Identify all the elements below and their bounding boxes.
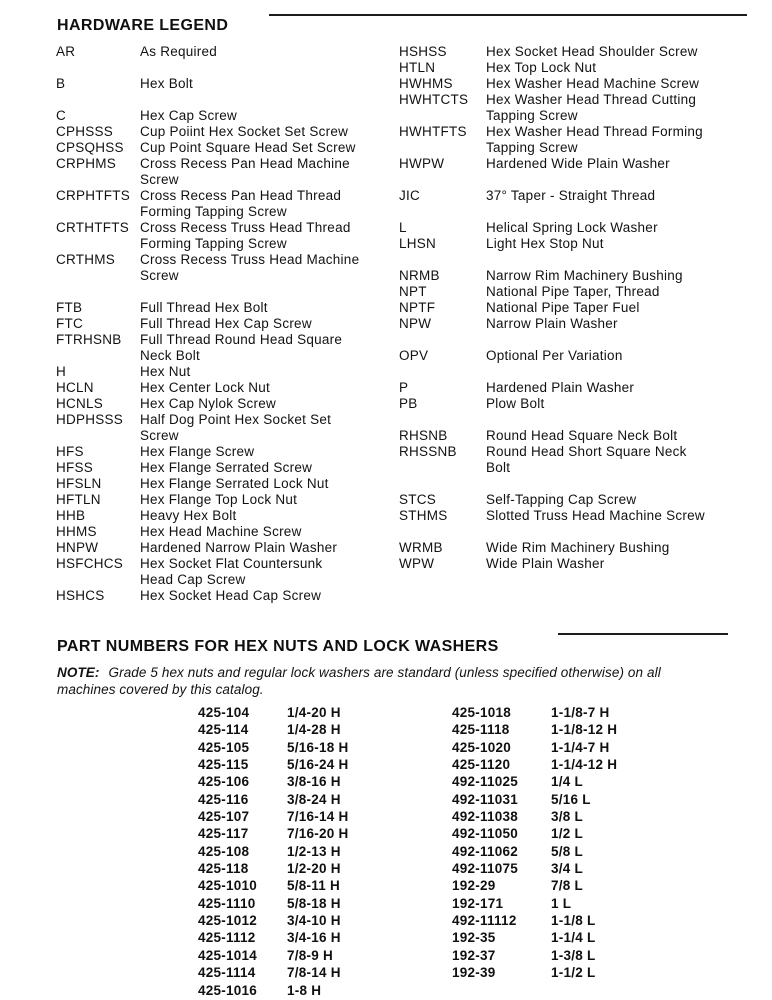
legend-abbr-right: STHMS bbox=[399, 508, 448, 523]
legend-abbr-left: CPSQHSS bbox=[56, 140, 124, 155]
part-size-right: 5/8 L bbox=[551, 843, 584, 859]
part-number-row bbox=[198, 739, 666, 756]
legend-abbr-right: RHSSNB bbox=[399, 444, 457, 459]
legend-abbr-right bbox=[399, 412, 486, 428]
legend-row bbox=[56, 316, 756, 332]
part-number-right: 192-35 bbox=[452, 930, 496, 946]
legend-row bbox=[56, 572, 756, 588]
legend-row bbox=[56, 252, 756, 268]
legend-abbr-right: NPT bbox=[399, 284, 427, 299]
legend-abbr-right bbox=[399, 172, 486, 188]
part-size-right: 1-1/8-7 H bbox=[551, 705, 610, 720]
legend-abbr-right: PB bbox=[399, 396, 418, 411]
legend-row bbox=[56, 108, 756, 124]
part-number-right: 492-11062 bbox=[452, 843, 519, 859]
part-number-row bbox=[198, 808, 666, 825]
legend-abbr-right: HWHTFTS bbox=[399, 124, 467, 139]
part-size-left: 5/8-18 H bbox=[287, 895, 341, 911]
legend-def-right: Light Hex Stop Nut bbox=[486, 236, 604, 251]
part-size-right: 5/16 L bbox=[551, 791, 591, 807]
legend-def-left bbox=[140, 92, 399, 108]
legend-abbr-left bbox=[56, 572, 140, 588]
legend-def-left: Cross Recess Truss Head Thread bbox=[140, 220, 351, 235]
legend-def-left: Hex Head Machine Screw bbox=[140, 524, 302, 539]
part-number-right: 425-1020 bbox=[452, 739, 512, 755]
legend-row bbox=[56, 332, 756, 348]
legend-def-left: Cup Poiint Hex Socket Set Screw bbox=[140, 124, 349, 139]
legend-row bbox=[56, 220, 756, 236]
legend-abbr-left: AR bbox=[56, 44, 76, 59]
legend-def-left: Screw bbox=[140, 172, 179, 187]
legend-abbr-right: HSHSS bbox=[399, 44, 447, 59]
legend-def-left: Hex Center Lock Nut bbox=[140, 380, 271, 395]
legend-abbr-right bbox=[399, 588, 486, 604]
part-number-row bbox=[198, 860, 666, 877]
legend-row bbox=[56, 444, 756, 460]
part-size-left: 1/2-13 H bbox=[287, 843, 341, 859]
legend-abbr-right bbox=[399, 204, 486, 220]
legend-row bbox=[56, 204, 756, 220]
legend-abbr-left: H bbox=[56, 364, 66, 379]
part-numbers-table bbox=[198, 704, 666, 999]
legend-abbr-right: NRMB bbox=[399, 268, 440, 283]
legend-row bbox=[56, 268, 756, 284]
legend-abbr-left: HHB bbox=[56, 508, 86, 523]
part-number-row bbox=[198, 825, 666, 842]
legend-abbr-right: JIC bbox=[399, 188, 420, 203]
legend-def-left: Forming Tapping Screw bbox=[140, 204, 287, 219]
legend-abbr-left bbox=[56, 236, 140, 252]
part-number-right: 192-171 bbox=[452, 895, 504, 911]
legend-abbr-left: HFS bbox=[56, 444, 84, 459]
legend-def-left bbox=[140, 60, 399, 76]
legend-def-right: National Pipe Taper, Thread bbox=[486, 284, 660, 299]
legend-row bbox=[56, 412, 756, 428]
legend-def-left: Cross Recess Pan Head Thread bbox=[140, 188, 342, 203]
legend-def-right bbox=[486, 332, 756, 348]
note-label: NOTE: bbox=[57, 664, 100, 680]
part-number-right: 192-29 bbox=[452, 878, 496, 894]
legend-row bbox=[56, 524, 756, 540]
part-number-row bbox=[198, 929, 666, 946]
legend-abbr-left: FTC bbox=[56, 316, 83, 331]
legend-row bbox=[56, 76, 756, 92]
legend-def-right bbox=[486, 412, 756, 428]
legend-def-left: Full Thread Hex Cap Screw bbox=[140, 316, 312, 331]
part-number-left: 425-1114 bbox=[198, 965, 256, 981]
part-size-left: 5/16-18 H bbox=[287, 739, 349, 755]
legend-def-right bbox=[486, 204, 756, 220]
part-number-left: 425-1010 bbox=[198, 878, 258, 894]
legend-abbr-right bbox=[399, 332, 486, 348]
part-number-right: 192-37 bbox=[452, 947, 496, 963]
part-size-right: 1-1/2 L bbox=[551, 965, 596, 981]
part-numbers-title: PART NUMBERS FOR HEX NUTS AND LOCK WASHERS bbox=[57, 638, 499, 656]
part-size-right: 1-1/8 L bbox=[551, 913, 596, 929]
part-number-row bbox=[198, 982, 666, 999]
legend-def-left bbox=[140, 284, 399, 300]
part-size-left: 1/4-28 H bbox=[287, 722, 341, 738]
legend-row bbox=[56, 140, 756, 156]
legend-def-right: Hardened Wide Plain Washer bbox=[486, 156, 670, 171]
legend-row bbox=[56, 92, 756, 108]
legend-abbr-left: CRTHMS bbox=[56, 252, 116, 267]
legend-def-left: Hex Cap Screw bbox=[140, 108, 238, 123]
part-number-row bbox=[198, 912, 666, 929]
legend-def-left: Cross Recess Truss Head Machine bbox=[140, 252, 360, 267]
legend-def-left: Full Thread Hex Bolt bbox=[140, 300, 268, 315]
legend-def-right: Plow Bolt bbox=[486, 396, 545, 411]
part-number-row bbox=[198, 964, 666, 981]
part-size-left: 5/8-11 H bbox=[287, 878, 341, 894]
legend-abbr-left: FTB bbox=[56, 300, 83, 315]
legend-def-right: 37° Taper - Straight Thread bbox=[486, 188, 656, 203]
legend-row bbox=[56, 396, 756, 412]
part-size-left: 7/8-9 H bbox=[287, 947, 334, 963]
legend-abbr-right: HWHTCTS bbox=[399, 92, 469, 107]
part-number-left: 425-106 bbox=[198, 774, 250, 790]
legend-abbr-right: HTLN bbox=[399, 60, 436, 75]
legend-def-right: Helical Spring Lock Washer bbox=[486, 220, 658, 235]
legend-abbr-right bbox=[399, 140, 486, 156]
legend-def-right: Narrow Rim Machinery Bushing bbox=[486, 268, 683, 283]
legend-abbr-left bbox=[56, 268, 140, 284]
legend-row bbox=[56, 348, 756, 364]
legend-abbr-left bbox=[56, 60, 140, 76]
part-size-left: 3/4-10 H bbox=[287, 913, 341, 929]
legend-abbr-left: HSFCHCS bbox=[56, 556, 124, 571]
legend-def-left: Hex Flange Top Lock Nut bbox=[140, 492, 298, 507]
legend-abbr-left: FTRHSNB bbox=[56, 332, 122, 347]
part-number-left: 425-108 bbox=[198, 843, 250, 859]
part-number-left: 425-107 bbox=[198, 809, 250, 825]
legend-abbr-left: HCLN bbox=[56, 380, 94, 395]
part-number-right: 425-1118 bbox=[452, 722, 510, 738]
legend-def-left: Heavy Hex Bolt bbox=[140, 508, 237, 523]
legend-def-right: Wide Rim Machinery Bushing bbox=[486, 540, 670, 555]
part-size-left: 1/2-20 H bbox=[287, 861, 341, 877]
legend-def-right: Hex Washer Head Machine Screw bbox=[486, 76, 700, 91]
legend-abbr-right: HWPW bbox=[399, 156, 445, 171]
legend-abbr-right: L bbox=[399, 220, 407, 235]
legend-abbr-left: CRTHTFTS bbox=[56, 220, 129, 235]
part-number-right: 192-39 bbox=[452, 965, 496, 981]
legend-def-right: Hex Washer Head Thread Cutting bbox=[486, 92, 697, 107]
legend-abbr-left bbox=[56, 348, 140, 364]
part-size-left: 3/8-24 H bbox=[287, 791, 341, 807]
legend-abbr-left: HFTLN bbox=[56, 492, 101, 507]
legend-def-left: Cup Point Square Head Set Screw bbox=[140, 140, 356, 155]
legend-abbr-left bbox=[56, 204, 140, 220]
legend-abbr-right: STCS bbox=[399, 492, 437, 507]
legend-row bbox=[56, 284, 756, 300]
part-number-left: 425-1110 bbox=[198, 895, 256, 911]
legend-row bbox=[56, 476, 756, 492]
legend-def-right: Slotted Truss Head Machine Screw bbox=[486, 508, 705, 523]
legend-def-left: As Required bbox=[140, 44, 218, 59]
legend-abbr-right bbox=[399, 364, 486, 380]
legend-abbr-left: CPHSSS bbox=[56, 124, 114, 139]
part-number-left: 425-1112 bbox=[198, 930, 256, 946]
legend-abbr-left: HCNLS bbox=[56, 396, 104, 411]
legend-row bbox=[56, 364, 756, 380]
legend-def-left: Neck Bolt bbox=[140, 348, 201, 363]
part-number-left: 425-117 bbox=[198, 826, 249, 842]
legend-abbr-right: WRMB bbox=[399, 540, 443, 555]
legend-abbr-right: P bbox=[399, 380, 409, 395]
legend-abbr-left: HNPW bbox=[56, 540, 99, 555]
legend-row bbox=[56, 44, 756, 60]
legend-def-right: Tapping Screw bbox=[486, 140, 578, 155]
legend-def-left: Screw bbox=[140, 428, 179, 443]
legend-def-right bbox=[486, 364, 756, 380]
legend-abbr-left bbox=[56, 92, 140, 108]
part-number-right bbox=[452, 982, 551, 999]
part-size-right bbox=[551, 982, 666, 999]
legend-row bbox=[56, 188, 756, 204]
part-number-row bbox=[198, 843, 666, 860]
legend-def-left: Cross Recess Pan Head Machine bbox=[140, 156, 350, 171]
legend-row bbox=[56, 172, 756, 188]
legend-def-right: Narrow Plain Washer bbox=[486, 316, 618, 331]
legend-row bbox=[56, 460, 756, 476]
hardware-legend-title-rule bbox=[269, 14, 747, 16]
legend-row bbox=[56, 300, 756, 316]
part-number-left: 425-1012 bbox=[198, 913, 258, 929]
legend-abbr-left: CRPHMS bbox=[56, 156, 117, 171]
legend-def-right bbox=[486, 252, 756, 268]
part-size-left: 3/4-16 H bbox=[287, 930, 341, 946]
part-size-left: 7/8-14 H bbox=[287, 965, 341, 981]
standard-hardware-note bbox=[57, 664, 721, 699]
part-number-row bbox=[198, 791, 666, 808]
part-size-left: 7/16-20 H bbox=[287, 826, 349, 842]
legend-abbr-right bbox=[399, 460, 486, 476]
part-size-left: 1-8 H bbox=[287, 982, 322, 998]
legend-def-right: National Pipe Taper Fuel bbox=[486, 300, 640, 315]
legend-def-left: Hex Cap Nylok Screw bbox=[140, 396, 277, 411]
legend-abbr-left: HHMS bbox=[56, 524, 97, 539]
legend-abbr-right bbox=[399, 572, 486, 588]
part-size-left: 5/16-24 H bbox=[287, 757, 349, 773]
legend-def-left: Screw bbox=[140, 268, 179, 283]
legend-abbr-right: HWHMS bbox=[399, 76, 453, 91]
part-number-right: 492-11038 bbox=[452, 809, 519, 825]
part-size-right: 1-1/4-7 H bbox=[551, 739, 610, 755]
legend-abbr-left: B bbox=[56, 76, 66, 91]
legend-def-right: Tapping Screw bbox=[486, 108, 578, 123]
legend-def-right: Hex Washer Head Thread Forming bbox=[486, 124, 703, 139]
part-number-left: 425-118 bbox=[198, 861, 249, 877]
legend-abbr-right: NPTF bbox=[399, 300, 436, 315]
legend-def-left: Hex Nut bbox=[140, 364, 191, 379]
part-number-row bbox=[198, 756, 666, 773]
part-size-right: 1-1/8-12 H bbox=[551, 722, 618, 738]
part-number-left: 425-116 bbox=[198, 791, 249, 807]
part-size-left: 3/8-16 H bbox=[287, 774, 341, 790]
legend-row bbox=[56, 236, 756, 252]
note-text: Grade 5 hex nuts and regular lock washers are standard (unless specified otherwise) on all machines covered by this catalog. bbox=[57, 664, 661, 697]
legend-abbr-left: HFSLN bbox=[56, 476, 102, 491]
part-number-row bbox=[198, 877, 666, 894]
legend-abbr-left: C bbox=[56, 108, 66, 123]
legend-def-right bbox=[486, 172, 756, 188]
legend-abbr-right bbox=[399, 108, 486, 124]
part-number-left: 425-1016 bbox=[198, 982, 258, 998]
part-number-right: 492-11075 bbox=[452, 861, 519, 877]
legend-row bbox=[56, 428, 756, 444]
legend-def-right: Optional Per Variation bbox=[486, 348, 623, 363]
legend-def-right: Hex Top Lock Nut bbox=[486, 60, 597, 75]
legend-def-right: Wide Plain Washer bbox=[486, 556, 605, 571]
legend-def-left: Hex Flange Screw bbox=[140, 444, 255, 459]
part-size-right: 7/8 L bbox=[551, 878, 584, 894]
part-size-left: 7/16-14 H bbox=[287, 809, 349, 825]
legend-def-right bbox=[486, 572, 756, 588]
legend-abbr-left bbox=[56, 172, 140, 188]
legend-def-left: Head Cap Screw bbox=[140, 572, 246, 587]
legend-def-right bbox=[486, 524, 756, 540]
legend-abbr-right: NPW bbox=[399, 316, 432, 331]
part-number-row bbox=[198, 895, 666, 912]
legend-abbr-left bbox=[56, 428, 140, 444]
legend-def-right: Hex Socket Head Shoulder Screw bbox=[486, 44, 698, 59]
part-number-right: 425-1018 bbox=[452, 705, 512, 720]
part-number-row bbox=[198, 721, 666, 738]
legend-def-left: Hex Bolt bbox=[140, 76, 194, 91]
legend-def-left: Hex Flange Serrated Lock Nut bbox=[140, 476, 329, 491]
legend-abbr-left bbox=[56, 284, 140, 300]
part-number-right: 492-11031 bbox=[452, 791, 519, 807]
legend-def-left: Hardened Narrow Plain Washer bbox=[140, 540, 338, 555]
legend-row bbox=[56, 508, 756, 524]
part-number-left: 425-105 bbox=[198, 739, 250, 755]
legend-def-right: Hardened Plain Washer bbox=[486, 380, 635, 395]
legend-abbr-left: HDPHSSS bbox=[56, 412, 124, 427]
legend-def-right: Round Head Square Neck Bolt bbox=[486, 428, 678, 443]
part-size-right: 1 L bbox=[551, 895, 572, 911]
part-size-right: 1/2 L bbox=[551, 826, 584, 842]
legend-abbr-left: HSHCS bbox=[56, 588, 105, 603]
legend-abbr-right: OPV bbox=[399, 348, 429, 363]
legend-row bbox=[56, 156, 756, 172]
legend-abbr-right: WPW bbox=[399, 556, 435, 571]
legend-row bbox=[56, 556, 756, 572]
part-size-right: 3/4 L bbox=[551, 861, 584, 877]
legend-row bbox=[56, 540, 756, 556]
part-size-right: 1-1/4-12 H bbox=[551, 757, 618, 773]
hardware-legend-title: HARDWARE LEGEND bbox=[57, 16, 229, 34]
part-number-row bbox=[198, 704, 666, 721]
part-number-left: 425-104 bbox=[198, 705, 250, 720]
legend-def-left: Half Dog Point Hex Socket Set bbox=[140, 412, 332, 427]
part-size-right: 3/8 L bbox=[551, 809, 584, 825]
legend-def-right bbox=[486, 476, 756, 492]
part-number-row bbox=[198, 947, 666, 964]
part-numbers-title-rule bbox=[558, 633, 728, 635]
part-number-right: 492-11025 bbox=[452, 774, 519, 790]
part-size-left: 1/4-20 H bbox=[287, 705, 341, 720]
part-number-right: 492-11050 bbox=[452, 826, 519, 842]
part-size-right: 1/4 L bbox=[551, 774, 584, 790]
legend-def-right: Round Head Short Square Neck bbox=[486, 444, 687, 459]
legend-row bbox=[56, 60, 756, 76]
legend-abbr-left: CRPHTFTS bbox=[56, 188, 130, 203]
legend-abbr-right bbox=[399, 476, 486, 492]
legend-row bbox=[56, 380, 756, 396]
part-number-right: 492-11112 bbox=[452, 913, 517, 929]
legend-def-left: Hex Socket Head Cap Screw bbox=[140, 588, 322, 603]
legend-def-left: Forming Tapping Screw bbox=[140, 236, 287, 251]
hardware-legend-table bbox=[56, 44, 756, 604]
part-size-right: 1-3/8 L bbox=[551, 947, 596, 963]
legend-def-left: Full Thread Round Head Square bbox=[140, 332, 343, 347]
part-size-right: 1-1/4 L bbox=[551, 930, 596, 946]
legend-abbr-right: LHSN bbox=[399, 236, 437, 251]
legend-abbr-left: HFSS bbox=[56, 460, 94, 475]
legend-def-left: Hex Socket Flat Countersunk bbox=[140, 556, 323, 571]
legend-def-right: Self-Tapping Cap Screw bbox=[486, 492, 637, 507]
part-number-row bbox=[198, 773, 666, 790]
legend-abbr-right bbox=[399, 524, 486, 540]
legend-row bbox=[56, 124, 756, 140]
legend-row bbox=[56, 588, 756, 604]
legend-abbr-right: RHSNB bbox=[399, 428, 448, 443]
part-number-left: 425-114 bbox=[198, 722, 249, 738]
part-number-left: 425-1014 bbox=[198, 947, 258, 963]
legend-def-left: Hex Flange Serrated Screw bbox=[140, 460, 313, 475]
legend-abbr-right bbox=[399, 252, 486, 268]
legend-def-right: Bolt bbox=[486, 460, 511, 475]
legend-def-right bbox=[486, 588, 756, 604]
part-number-left: 425-115 bbox=[198, 757, 249, 773]
part-number-right: 425-1120 bbox=[452, 757, 511, 773]
legend-row bbox=[56, 492, 756, 508]
